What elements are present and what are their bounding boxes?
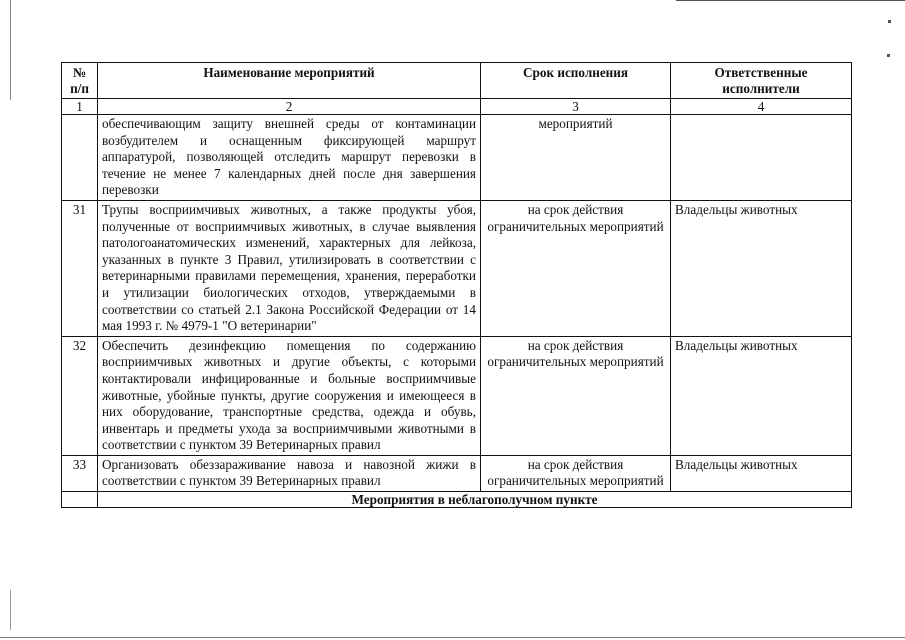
table-row: [62, 115, 852, 201]
row-number: 31: [62, 200, 98, 336]
measure-term: мероприятий: [481, 115, 671, 201]
measure-name: обеспечивающим защиту внешней среды от контаминации возбудителем и оснащенным фиксирующей маршрут аппаратурой, позволяющей отследить маршрут перевозки в течение не менее 7 календарных дней после дня завершения перевозки: [98, 115, 481, 201]
measure-responsible: Владельцы животных: [671, 455, 852, 491]
header-name: Наименование мероприятий: [98, 63, 481, 99]
header-row: [62, 63, 852, 99]
measure-responsible: [671, 115, 852, 201]
table-row: [62, 455, 852, 491]
measure-term: на срок действия ограничительных мероприятий: [481, 200, 671, 336]
measure-responsible: Владельцы животных: [671, 336, 852, 455]
measure-name: Обеспечить дезинфекцию помещения по содержанию восприимчивых животных и другие объекты, с которыми контактировали инфицированные и больные восприимчивые животные, убойные пункты, другие сооружения и имеющееся в них оборудование, транспортные средства, одежда и обувь, инвентарь и предметы ухода за восприимчивыми животными в соответствии с пунктом 39 Ветеринарных правил: [98, 336, 481, 455]
header-num: № п/п: [62, 63, 98, 99]
row-number: 32: [62, 336, 98, 455]
measures-table: [61, 62, 852, 508]
measure-name: Трупы восприимчивых животных, а также продукты убоя, полученные от восприимчивых животных, в случае выявления патологоанатомических изменений, характерных для лейкоза, указанных в пункте 3 Правил, утилизировать в соответствии с ветеринарными правилами перемещения, хранения, переработки и утилизации биологических отходов, утверждаемыми в соответствии со статьей 2.1 Закона Российской Федерации от 14 мая 1993 г. № 4979-1 "О ветеринарии": [98, 200, 481, 336]
column-number: 3: [481, 99, 671, 115]
table-row: [62, 200, 852, 336]
column-number: 1: [62, 99, 98, 115]
column-number: 4: [671, 99, 852, 115]
column-number: 2: [98, 99, 481, 115]
measure-name: Организовать обеззараживание навоза и навозной жижи в соответствии с пунктом 39 Ветеринарных правил: [98, 455, 481, 491]
table-row: [62, 336, 852, 455]
section-row: [62, 492, 852, 508]
row-number: [62, 115, 98, 201]
header-term: Срок исполнения: [481, 63, 671, 99]
measure-term: на срок действия ограничительных мероприятий: [481, 336, 671, 455]
scan-edge-line-left-lower: [10, 590, 11, 630]
scan-dot-middle: [887, 54, 890, 57]
column-number-row: [62, 99, 852, 115]
header-responsible: Ответственные исполнители: [671, 63, 852, 99]
measure-responsible: Владельцы животных: [671, 200, 852, 336]
scan-edge-line-left: [10, 0, 11, 100]
section-title: Мероприятия в неблагополучном пункте: [98, 492, 852, 508]
scan-edge-line-bottom: [0, 637, 905, 638]
scan-edge-line-top: [676, 0, 905, 1]
measure-term: на срок действия ограничительных мероприятий: [481, 455, 671, 491]
scan-dot-top: [888, 20, 891, 23]
row-number: 33: [62, 455, 98, 491]
section-num-cell: [62, 492, 98, 508]
